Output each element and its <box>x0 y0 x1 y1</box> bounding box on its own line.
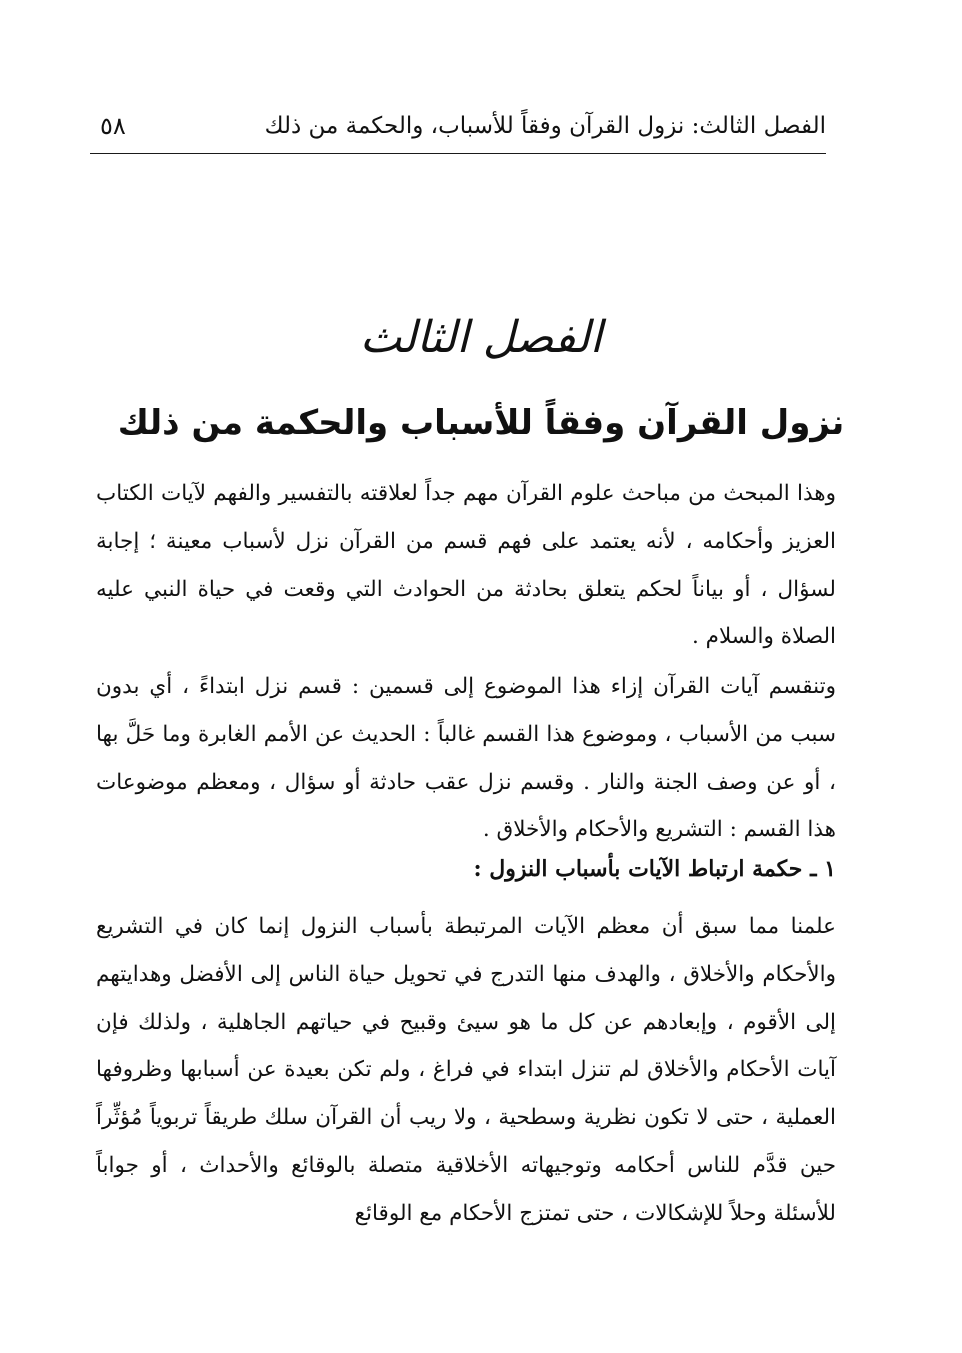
body-paragraph-3: علمنا مما سبق أن معظم الآيات المرتبطة بأسباب النزول إنما كان في التشريع والأحكام والأخلاق ، والهدف منها التدرج في تحويل حياة الناس إلى الأفضل وهدايتهم إلى الأقوم ، وإبعادهم عن كل ما هو سيئ وقبيح في حياتهم الجاهلية ، ولذلك فإن آيات الأحكام والأخلاق لم تنزل ابتداء في فراغ ، ولم تكن بعيدة عن أسبابها وظروفها العملية ، حتى لا تكون نظرية وسطحية ، ولا ريب أن القرآن سلك طريقاً تربوياً مُؤثِّراً حين قدَّم للناس أحكامه وتوجيهاته الأخلاقية متصلة بالوقائع والأحداث ، أو جواباً للأسئلة وحلاً للإشكالات ، حتى تمتزج الأحكام مع الوقائع <box>96 914 836 1226</box>
page-number: ٥٨ <box>100 112 126 140</box>
running-header-title: الفصل الثالث: نزول القرآن وفقاً للأسباب، والحكمة من ذلك <box>264 113 826 139</box>
section-heading: ١ ـ حكمة ارتباط الآيات بأسباب النزول : <box>473 856 836 882</box>
body-paragraph-1: وهذا المبحث من مباحث علوم القرآن مهم جداً لعلاقته بالتفسير والفهم لآيات الكتاب العزيز وأحكامه ، لأنه يعتمد على فهم قسم من القرآن نزل لأسباب معينة ؛ إجابة لسؤال ، أو بياناً لحكم يتعلق بحادثة من الحوادث التي وقعت في حياة النبي عليه الصلاة والسلام . <box>96 481 836 650</box>
running-header <box>90 106 826 150</box>
chapter-label: الفصل الثالث <box>359 312 603 363</box>
header-divider <box>90 153 826 154</box>
chapter-title: نزول القرآن وفقاً للأسباب والحكمة من ذلك <box>117 403 845 443</box>
body-paragraph-2: وتنقسم آيات القرآن إزاء هذا الموضوع إلى قسمين : قسم نزل ابتداءً ، أي بدون سبب من الأسباب ، وموضوع هذا القسم غالباً : الحديث عن الأمم الغابرة وما حَلَّ بها ، أو عن وصف الجنة والنار . وقسم نزل عقب حادثة أو سؤال ، ومعظم موضوعات هذا القسم : التشريع والأحكام والأخلاق . <box>96 674 836 843</box>
